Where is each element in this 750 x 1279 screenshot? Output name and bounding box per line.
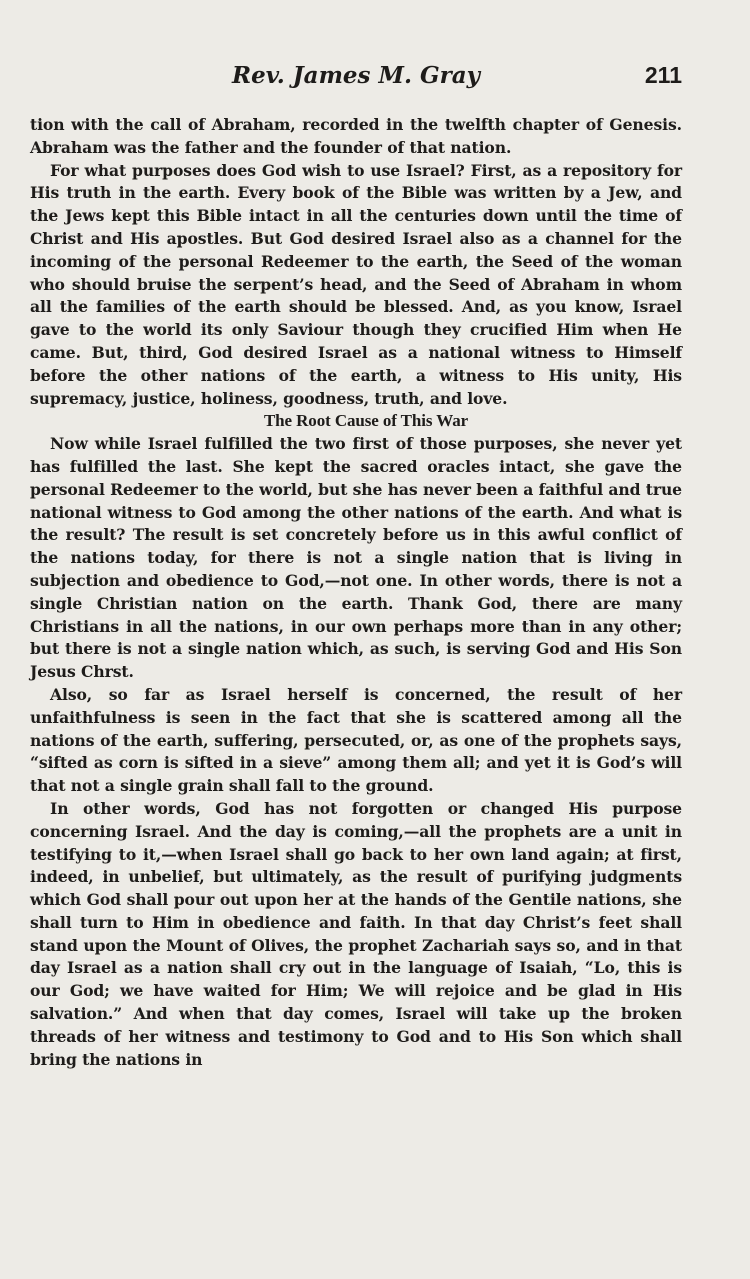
running-title: Rev. James M. Gray [231, 62, 481, 89]
section-heading: The Root Cause of This War [263, 411, 469, 431]
page-header [30, 62, 682, 98]
paragraph: In other words, God has not forgotten or changed His purpose concerning Israel. And the day is coming,—all the prophets are a unit in testifying to it,—when Israel shall go back to her own land again; at first, indeed, in unbelief, but ultimately, as the result of purifying judgments which God shall pour out upon her at the hands of the Gentile nations, she shall turn to Him in obedience and faith. In that day Christ’s feet shall stand upon the Mount of Olives, the prophet Zachariah says so, and in that day Israel as a nation shall cry out in the language of Isaiah, “Lo, this is our God; we have waited for Him; We will rejoice and be glad in His salvation.” And when that day comes, Israel will take up the broken threads of her witness and testimony to God and to His Son which shall bring the nations in [30, 798, 682, 1069]
page-number: 211 [644, 62, 682, 88]
paragraph: tion with the call of Abraham, recorded in the twelfth chapter of Genesis. Abraham was the father and the founder of that nation. [30, 115, 682, 157]
paragraph: Also, so far as Israel herself is concerned, the result of her unfaithfulness is seen in the fact that she is scattered among all the nations of the earth, suffering, persecuted, or, as one of the prophets says, “sifted as corn is sifted in a sieve” among them all; and yet it is God’s will that not a single grain shall fall to the ground. [30, 684, 682, 796]
paragraph: For what purposes does God wish to use Israel? First, as a repository for His truth in the earth. Every book of the Bible was written by a Jew, and the Jews kept this Bible intact in all the centuries down until the time of Christ and His apostles. But God desired Israel also as a channel for the incoming of the personal Redeemer to the earth, the Seed of the woman who should bruise the serpent’s head, and the Seed of Abraham in whom all the families of the earth should be blessed. And, as you know, Israel gave to the world its only Saviour though they crucified Him when He came. But, third, God desired Israel as a national witness to Himself before the other nations of the earth, a witness to His unity, His supremacy, justice, holiness, goodness, truth, and love. [30, 160, 682, 408]
body-text [30, 114, 682, 1071]
paragraph: Now while Israel fulfilled the two first of those purposes, she never yet has fulfilled the last. She kept the sacred oracles intact, she gave the personal Redeemer to the world, but she has never been a faithful and true national witness to God among the other nations of the earth. And what is the result? The result is set concretely before us in this awful conflict of the nations today, for there is not a single nation that is living in subjection and obedience to God,—not one. In other words, there is not a single Christian nation on the earth. Thank God, there are many Christians in all the nations, in our own perhaps more than in any other; but there is not a single nation which, as such, is serving God and His Son Jesus Chrst. [30, 434, 683, 682]
